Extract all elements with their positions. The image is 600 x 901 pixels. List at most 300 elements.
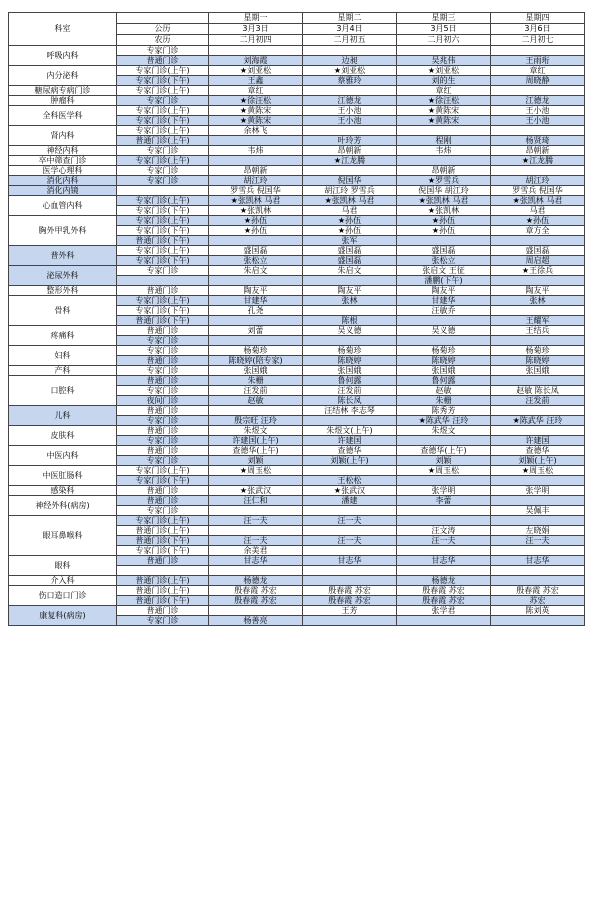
doctor-cell [397, 126, 491, 136]
schedule-header [9, 13, 585, 46]
doctor-cell [491, 166, 585, 176]
clinic-type: 专家门诊(上午) [117, 466, 209, 476]
doctor-cell: ★陈武华 汪玲 [397, 416, 491, 426]
doctor-cell: 王小池 [303, 116, 397, 126]
gregorian-label: 公历 [117, 24, 209, 35]
doctor-cell: ★周玉松 [209, 466, 303, 476]
schedule-row [9, 486, 585, 496]
date-header: 3月4日 [303, 24, 397, 35]
doctor-cell [303, 616, 397, 626]
clinic-type: 普通门诊(上午) [117, 576, 209, 586]
lunar-header: 二月初七 [491, 35, 585, 46]
clinic-type: 专家门诊 [117, 96, 209, 106]
doctor-cell: 胡江玲 [491, 176, 585, 186]
doctor-cell [303, 306, 397, 316]
doctor-cell: 韦炜 [209, 146, 303, 156]
doctor-cell [303, 86, 397, 96]
schedule-row [9, 66, 585, 76]
doctor-cell [209, 406, 303, 416]
lunar-header: 二月初六 [397, 35, 491, 46]
doctor-cell: 甘志华 [209, 556, 303, 566]
clinic-type: 专家门诊 [117, 366, 209, 376]
clinic-type: 专家门诊 [117, 386, 209, 396]
department-name: 肾内科 [9, 126, 117, 146]
clinic-type: 普通门诊(上午) [117, 526, 209, 536]
department-name: 妇科 [9, 346, 117, 366]
doctor-cell: 章红 [491, 66, 585, 76]
schedule-row [9, 46, 585, 56]
doctor-cell: 盛国磊 [491, 246, 585, 256]
doctor-cell: 韦炜 [397, 146, 491, 156]
doctor-cell: 刘颖 [209, 456, 303, 466]
doctor-cell: 鲁何露 [303, 376, 397, 386]
doctor-cell [491, 516, 585, 526]
doctor-cell: 盛国磊 [303, 246, 397, 256]
doctor-cell [491, 496, 585, 506]
doctor-cell [303, 466, 397, 476]
doctor-cell: ★罗雪兵 [397, 176, 491, 186]
doctor-cell: 马君 [491, 206, 585, 216]
doctor-cell: 朱启文 [303, 266, 397, 276]
doctor-cell: 胡江玲 罗雪兵 [303, 186, 397, 196]
doctor-cell: 吴义德 [397, 326, 491, 336]
doctor-cell [397, 566, 491, 576]
department-name: 肿瘤科 [9, 96, 117, 106]
doctor-cell: ★陈武华 汪玲 [491, 416, 585, 426]
doctor-cell: 张国娥 [491, 366, 585, 376]
schedule-row [9, 126, 585, 136]
doctor-cell: 汪仁和 [209, 496, 303, 506]
doctor-cell: ★孙伍 [209, 216, 303, 226]
doctor-cell: 殷春霞 苏宏 [209, 596, 303, 606]
clinic-type: 普通门诊(下午) [117, 236, 209, 246]
department-name: 糖尿病专病门诊 [9, 86, 117, 96]
doctor-cell [209, 476, 303, 486]
clinic-type: 专家门诊(上午) [117, 66, 209, 76]
weekday-header: 星期一 [209, 13, 303, 24]
doctor-cell: 殷春霞 苏宏 [209, 586, 303, 596]
department-name: 介入科 [9, 576, 117, 586]
schedule-row [9, 86, 585, 96]
doctor-cell: 陈秀芳 [397, 406, 491, 416]
doctor-cell: 王芳 [303, 606, 397, 616]
schedule-row [9, 216, 585, 226]
doctor-cell: 甘志华 [491, 556, 585, 566]
doctor-cell: ★张凯林 [209, 206, 303, 216]
doctor-cell: 殷春霞 苏宏 [491, 586, 585, 596]
clinic-type: 专家门诊(上午) [117, 106, 209, 116]
doctor-cell: 吴义德 [303, 326, 397, 336]
doctor-cell: 盛国磊 [209, 246, 303, 256]
schedule-row [9, 96, 585, 106]
department-name: 神经内科 [9, 146, 117, 156]
clinic-type: 专家门诊(下午) [117, 546, 209, 556]
doctor-cell: ★张凯林 马君 [303, 196, 397, 206]
doctor-cell: 江德龙 [491, 96, 585, 106]
weekday-header: 星期四 [491, 13, 585, 24]
department-name: 中医内科 [9, 446, 117, 466]
doctor-cell [303, 566, 397, 576]
doctor-cell [303, 576, 397, 586]
department-name: 皮肤科 [9, 426, 117, 446]
clinic-type: 普通门诊 [117, 486, 209, 496]
doctor-cell: 汪发前 [209, 386, 303, 396]
doctor-cell: 刘海霞 [209, 56, 303, 66]
doctor-cell: 许建国(上午) [209, 436, 303, 446]
doctor-cell: 汪一夫 [209, 516, 303, 526]
clinic-type: 专家门诊 [117, 616, 209, 626]
doctor-cell: ★孙伍 [397, 226, 491, 236]
doctor-cell: 马君 [303, 206, 397, 216]
doctor-cell: 昂朝新 [397, 166, 491, 176]
clinic-type: 普通门诊 [117, 286, 209, 296]
doctor-cell [491, 406, 585, 416]
doctor-cell: 昂朝新 [209, 166, 303, 176]
department-name: 胸外甲乳外科 [9, 216, 117, 246]
doctor-cell: 蔡雅玲 [303, 76, 397, 86]
clinic-type: 专家门诊(上午) [117, 126, 209, 136]
department-name: 康复科(病房) [9, 606, 117, 626]
doctor-cell: 余林飞 [209, 126, 303, 136]
doctor-cell: 罗雪兵 倪国华 [209, 186, 303, 196]
department-name: 眼耳鼻喉科 [9, 516, 117, 556]
doctor-cell: 张军 [303, 236, 397, 246]
clinic-type: 专家门诊(下午) [117, 256, 209, 266]
doctor-cell: ★张武汉 [303, 486, 397, 496]
department-name: 消化内科 [9, 176, 117, 186]
schedule-row [9, 106, 585, 116]
doctor-cell: 章方全 [491, 226, 585, 236]
doctor-cell: 陈晓婷 [397, 356, 491, 366]
doctor-cell: 汪一夫 [491, 536, 585, 546]
doctor-cell: 许建国 [491, 436, 585, 446]
doctor-cell: 盛国磊 [397, 246, 491, 256]
schedule-row [9, 556, 585, 566]
doctor-cell [397, 516, 491, 526]
clinic-type: 普通门诊(上午) [117, 586, 209, 596]
doctor-cell: 杨菊珍 [303, 346, 397, 356]
department-name: 产科 [9, 366, 117, 376]
department-name: 心血管内科 [9, 196, 117, 216]
doctor-cell: 杨善亮 [209, 616, 303, 626]
doctor-cell [303, 546, 397, 556]
doctor-cell: 汪发前 [491, 396, 585, 406]
doctor-cell: 杨贤琦 [491, 136, 585, 146]
doctor-cell: ★孙伍 [397, 216, 491, 226]
doctor-cell: ★黄陈宋 [209, 116, 303, 126]
clinic-type: 普通门诊(上午) [117, 136, 209, 146]
doctor-cell: ★张武汉 [209, 486, 303, 496]
clinic-type: 专家门诊(上午) [117, 86, 209, 96]
doctor-cell: 殷春霞 苏宏 [303, 596, 397, 606]
doctor-cell: ★王徐兵 [491, 266, 585, 276]
lunar-header: 二月初四 [209, 35, 303, 46]
doctor-cell: 张学明 [491, 486, 585, 496]
schedule-row [9, 296, 585, 306]
doctor-cell [491, 476, 585, 486]
schedule-row [9, 586, 585, 596]
doctor-cell [491, 46, 585, 56]
doctor-cell: 盛国磊 [303, 256, 397, 266]
clinic-type: 普通门诊 [117, 56, 209, 66]
doctor-cell: 昂朝新 [303, 146, 397, 156]
doctor-cell: 汪一夫 [209, 536, 303, 546]
schedule-row [9, 376, 585, 386]
doctor-cell: 张启文 王征 [397, 266, 491, 276]
doctor-cell: 朱煜文(上午) [303, 426, 397, 436]
doctor-cell: 赵敏 陈长凤 [491, 386, 585, 396]
doctor-cell: 刘颖(上午) [491, 456, 585, 466]
clinic-type: 普通门诊(下午) [117, 536, 209, 546]
clinic-type: 普通门诊(下午) [117, 316, 209, 326]
schedule-row [9, 576, 585, 586]
doctor-cell: 张松立 [209, 256, 303, 266]
doctor-cell: 杨德龙 [397, 576, 491, 586]
doctor-cell [209, 526, 303, 536]
doctor-cell: 左晓娟 [491, 526, 585, 536]
doctor-cell: 程刚 [397, 136, 491, 146]
doctor-cell [209, 316, 303, 326]
clinic-type: 专家门诊 [117, 46, 209, 56]
doctor-cell: 赵敏 [397, 386, 491, 396]
clinic-type: 专家门诊 [117, 166, 209, 176]
doctor-cell: 甘建华 [209, 296, 303, 306]
clinic-type [117, 276, 209, 286]
clinic-type: 专家门诊(下午) [117, 306, 209, 316]
clinic-type: 专家门诊 [117, 336, 209, 346]
department-name: 内分泌科 [9, 66, 117, 86]
doctor-cell [491, 546, 585, 556]
doctor-cell: 朱启文 [209, 266, 303, 276]
doctor-cell [303, 276, 397, 286]
doctor-cell: 李蕾 [397, 496, 491, 506]
doctor-cell [303, 526, 397, 536]
schedule-row [9, 466, 585, 476]
doctor-cell: 周启超 [491, 256, 585, 266]
clinic-type: 专家门诊(上午) [117, 296, 209, 306]
doctor-cell: 吴兆伟 [397, 56, 491, 66]
doctor-cell [397, 236, 491, 246]
doctor-cell: 陈刘英 [491, 606, 585, 616]
doctor-cell: 陶友平 [209, 286, 303, 296]
doctor-cell: 查德华(上午) [209, 446, 303, 456]
doctor-cell [303, 46, 397, 56]
weekday-header: 星期三 [397, 13, 491, 24]
doctor-cell [397, 316, 491, 326]
doctor-cell: 张学君 [397, 606, 491, 616]
doctor-cell: 朱栅 [397, 396, 491, 406]
schedule-row [9, 326, 585, 336]
doctor-cell: 陈晓婷 [303, 356, 397, 366]
doctor-cell [209, 276, 303, 286]
schedule-row [9, 286, 585, 296]
doctor-cell: ★黄陈宋 [397, 116, 491, 126]
doctor-cell [209, 336, 303, 346]
date-header: 3月5日 [397, 24, 491, 35]
doctor-cell: 鲁何露 [397, 376, 491, 386]
doctor-cell: 陈长凤 [303, 396, 397, 406]
doctor-cell: 张国娥 [397, 366, 491, 376]
doctor-cell: 王鑫 [209, 76, 303, 86]
date-header: 3月3日 [209, 24, 303, 35]
department-name: 神经外科(病房) [9, 496, 117, 516]
doctor-cell: ★周玉松 [397, 466, 491, 476]
doctor-cell: ★江龙腾 [303, 156, 397, 166]
doctor-cell: 边昶 [303, 56, 397, 66]
header-weekday-row [9, 13, 585, 24]
doctor-cell [303, 416, 397, 426]
doctor-cell: 殷春霞 苏宏 [397, 596, 491, 606]
doctor-cell: ★张凯林 马君 [209, 196, 303, 206]
department-name: 普外科 [9, 246, 117, 266]
doctor-cell: 张林 [303, 296, 397, 306]
doctor-cell: 陈晓婷(陪专家) [209, 356, 303, 366]
clinic-type: 普通门诊 [117, 376, 209, 386]
doctor-cell: 叶玲芳 [303, 136, 397, 146]
doctor-cell [209, 156, 303, 166]
department-name: 医学心理科 [9, 166, 117, 176]
doctor-cell: 陶友平 [397, 286, 491, 296]
doctor-cell: 王小池 [491, 106, 585, 116]
clinic-type: 普通门诊 [117, 496, 209, 506]
schedule-row [9, 146, 585, 156]
doctor-cell [491, 616, 585, 626]
doctor-cell: ★黄陈宋 [209, 106, 303, 116]
doctor-cell: 陈根 [303, 316, 397, 326]
doctor-cell: 汪结林 李志琴 [303, 406, 397, 416]
department-name: 卒中筛查门诊 [9, 156, 117, 166]
doctor-cell: 吴佩丰 [491, 506, 585, 516]
date-header: 3月6日 [491, 24, 585, 35]
clinic-type: 专家门诊 [117, 506, 209, 516]
doctor-cell: ★张凯林 马君 [491, 196, 585, 206]
schedule-row [9, 606, 585, 616]
doctor-cell: ★张凯林 马君 [397, 196, 491, 206]
department-name: 呼吸内科 [9, 46, 117, 66]
doctor-cell: 汪文涛 [397, 526, 491, 536]
clinic-type: 普通门诊 [117, 326, 209, 336]
doctor-cell [491, 276, 585, 286]
doctor-cell: 胡江玲 [209, 176, 303, 186]
doctor-cell: 杨菊珍 [491, 346, 585, 356]
doctor-cell: ★张凯林 [397, 206, 491, 216]
lunar-label: 农历 [117, 35, 209, 46]
clinic-type: 专家门诊(下午) [117, 476, 209, 486]
schedule-row [9, 166, 585, 176]
department-name: 感染科 [9, 486, 117, 496]
schedule-row [9, 446, 585, 456]
clinic-type: 普通门诊 [117, 426, 209, 436]
doctor-cell: 汪发前 [303, 386, 397, 396]
blank-header-cell [117, 13, 209, 24]
clinic-type: 普通门诊 [117, 446, 209, 456]
doctor-cell: 查德华 [303, 446, 397, 456]
doctor-cell [491, 376, 585, 386]
doctor-cell: 江德龙 [303, 96, 397, 106]
doctor-cell [303, 336, 397, 346]
doctor-cell: ★孙伍 [491, 216, 585, 226]
schedule-body [9, 46, 585, 626]
department-name: 疼痛科 [9, 326, 117, 346]
doctor-cell: 刘的生 [397, 76, 491, 86]
doctor-cell [397, 336, 491, 346]
lunar-header: 二月初五 [303, 35, 397, 46]
doctor-cell: 赵敏 [209, 396, 303, 406]
doctor-cell: ★刘亚松 [303, 66, 397, 76]
doctor-cell [209, 236, 303, 246]
doctor-cell: 杨德龙 [209, 576, 303, 586]
doctor-cell [303, 126, 397, 136]
clinic-type: 专家门诊(上午) [117, 516, 209, 526]
schedule-row [9, 246, 585, 256]
doctor-cell [491, 576, 585, 586]
weekday-header: 星期二 [303, 13, 397, 24]
doctor-cell: 潘鹏(下午) [397, 276, 491, 286]
doctor-cell: 陈晓婷 [491, 356, 585, 366]
doctor-cell: 余美君 [209, 546, 303, 556]
clinic-type: 普通门诊 [117, 356, 209, 366]
doctor-cell: 章红 [209, 86, 303, 96]
clinic-type: 专家门诊 [117, 416, 209, 426]
clinic-type: 专家门诊(下午) [117, 226, 209, 236]
doctor-cell [491, 86, 585, 96]
schedule-row [9, 196, 585, 206]
clinic-type [117, 566, 209, 576]
doctor-cell: ★黄陈宋 [397, 106, 491, 116]
doctor-cell [397, 436, 491, 446]
doctor-cell: 孔尧 [209, 306, 303, 316]
doctor-cell: 朱煜文 [397, 426, 491, 436]
clinic-type: 夜间门诊 [117, 396, 209, 406]
doctor-cell: 朱煜文 [209, 426, 303, 436]
doctor-cell: ★孙伍 [303, 226, 397, 236]
doctor-cell: 王结兵 [491, 326, 585, 336]
doctor-cell: 陶友平 [303, 286, 397, 296]
doctor-cell: 殷宗旺 汪玲 [209, 416, 303, 426]
doctor-cell: 倪国华 [303, 176, 397, 186]
doctor-cell: ★徐汪松 [209, 96, 303, 106]
doctor-cell: 殷春霞 苏宏 [397, 586, 491, 596]
doctor-cell [397, 46, 491, 56]
doctor-cell: 甘志华 [397, 556, 491, 566]
doctor-cell: 罗雪兵 倪国华 [491, 186, 585, 196]
schedule-row [9, 156, 585, 166]
clinic-type: 普通门诊(下午) [117, 596, 209, 606]
doctor-cell: 查德华(上午) [397, 446, 491, 456]
clinic-type: 专家门诊(上午) [117, 156, 209, 166]
department-name: 中医肛肠科 [9, 466, 117, 486]
doctor-cell: 汪一夫 [303, 516, 397, 526]
doctor-cell: 王松松 [303, 476, 397, 486]
doctor-cell [209, 46, 303, 56]
clinic-type: 专家门诊(上午) [117, 196, 209, 206]
department-name: 儿科 [9, 406, 117, 426]
clinic-type: 普通门诊 [117, 406, 209, 416]
doctor-cell: ★刘亚松 [397, 66, 491, 76]
department-name: 消化内镜 [9, 186, 117, 196]
doctor-cell: 章红 [397, 86, 491, 96]
clinic-type: 专家门诊 [117, 146, 209, 156]
schedule-row [9, 366, 585, 376]
clinic-type: 专家门诊(下午) [117, 76, 209, 86]
doctor-cell: 王雨珩 [491, 56, 585, 66]
schedule-row [9, 186, 585, 196]
doctor-cell [303, 166, 397, 176]
clinic-type: 普通门诊 [117, 556, 209, 566]
doctor-cell: 张林 [491, 296, 585, 306]
doctor-cell [303, 506, 397, 516]
clinic-type: 专家门诊(上午) [117, 216, 209, 226]
